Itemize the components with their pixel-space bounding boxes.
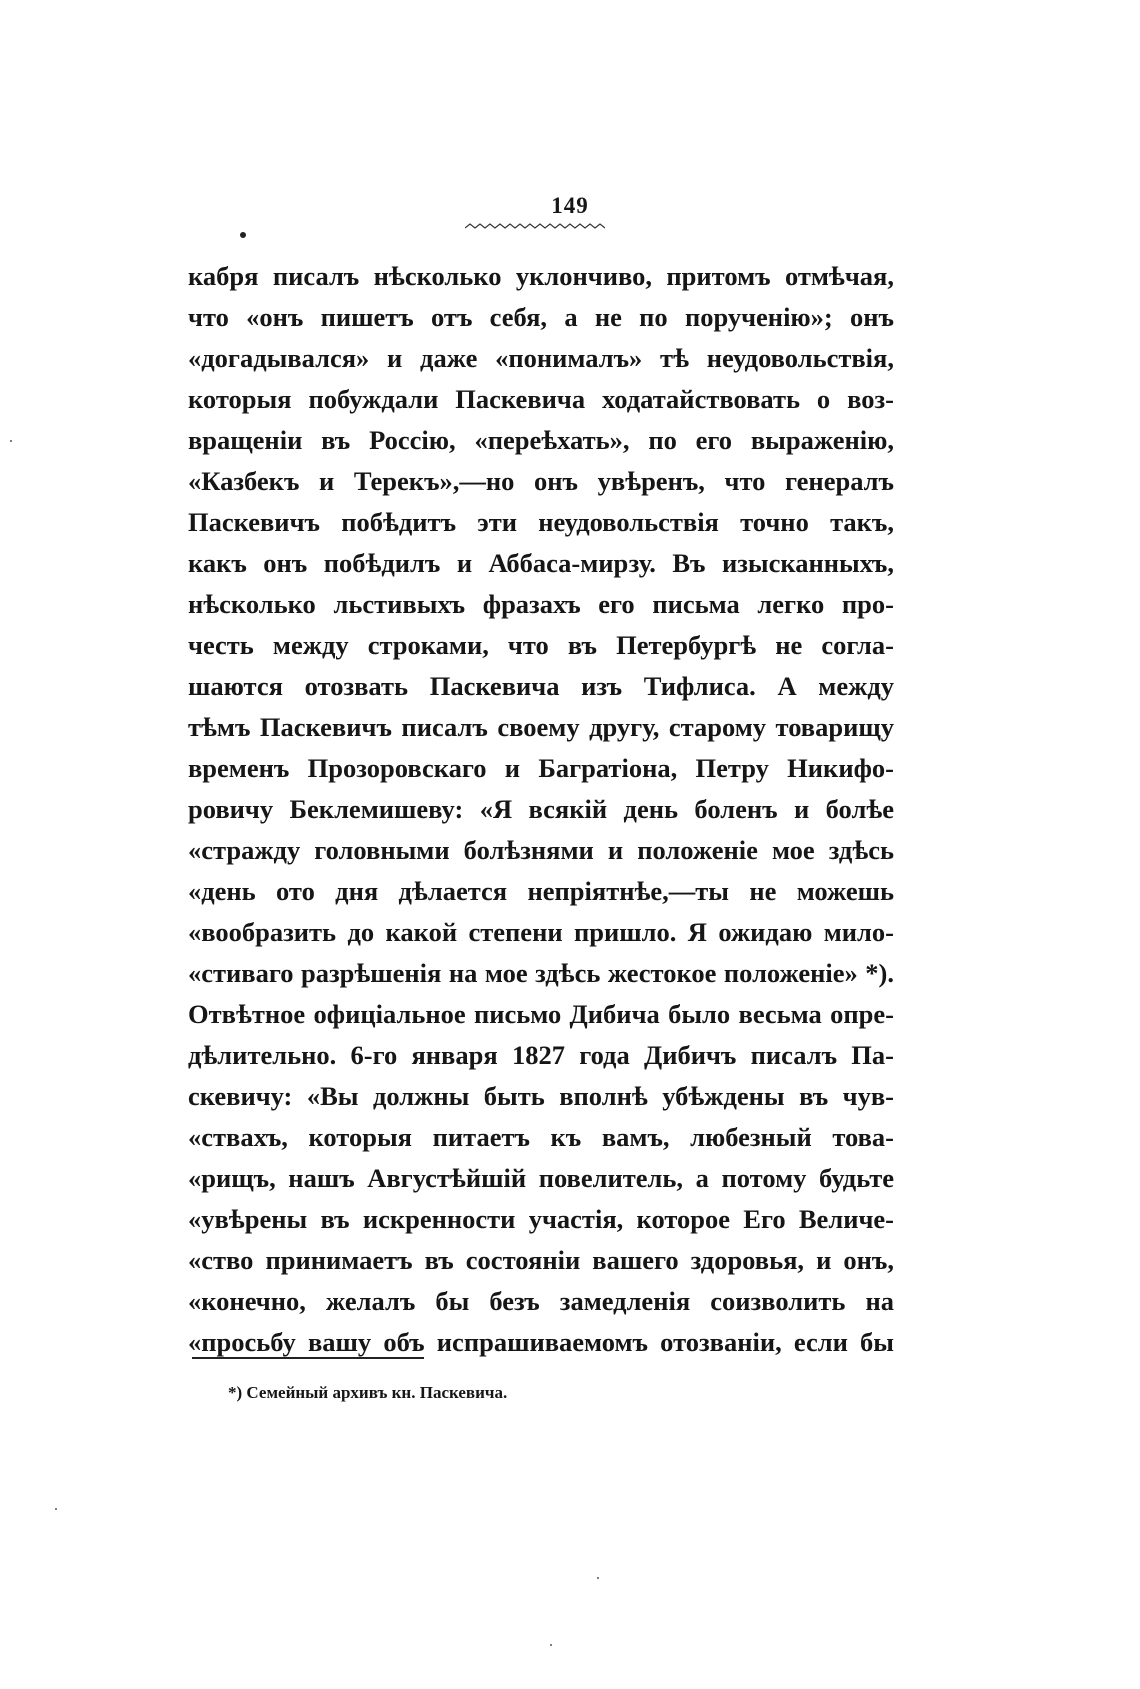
text-line: какъ онъ побѣдилъ и Аббаса-мирзу. Въ изысканныхъ,: [188, 548, 894, 578]
text-line: «стражду головными болѣзнями и положеніе мое здѣсь: [188, 835, 894, 865]
text-line: «увѣрены въ искренности участія, которое Его Величе-: [188, 1204, 894, 1234]
text-line: «Казбекъ и Терекъ»,—но онъ увѣренъ, что генералъ: [188, 466, 894, 496]
text-line: Паскевичъ побѣдитъ эти неудовольствія точно такъ,: [188, 507, 894, 537]
ink-dot: [240, 232, 246, 238]
text-line: Отвѣтное офиціальное письмо Дибича было весьма опре-: [188, 999, 894, 1029]
text-line: тѣмъ Паскевичъ писалъ своему другу, старому товарищу: [188, 712, 894, 742]
footnote-rule: [192, 1357, 424, 1359]
ink-speck: [10, 440, 12, 442]
text-line: ровичу Беклемишеву: «Я всякій день боленъ и болѣе: [188, 794, 894, 824]
ink-speck: [55, 1508, 57, 1510]
body-text: [188, 256, 894, 1363]
text-line: честь между строками, что въ Петербургѣ не согла-: [188, 630, 894, 660]
text-line: нѣсколько льстивыхъ фразахъ его письма легко про-: [188, 589, 894, 619]
text-line: «вообразить до какой степени пришло. Я ожидаю мило-: [188, 917, 894, 947]
ink-speck: [550, 1644, 552, 1646]
text-line: вращеніи въ Россію, «переѣхать», по его выраженію,: [188, 425, 894, 455]
text-line: что «онъ пишетъ отъ себя, а не по порученію»; онъ: [188, 302, 894, 332]
text-line: «день ото дня дѣлается непріятнѣе,—ты не можешь: [188, 876, 894, 906]
page-number: 149: [551, 193, 589, 218]
text-line: дѣлительно. 6-го января 1827 года Дибичъ писалъ Па-: [188, 1040, 894, 1070]
text-line: «догадывался» и даже «понималъ» тѣ неудовольствія,: [188, 343, 894, 373]
text-line: «рищъ, нашъ Августѣйшій повелитель, а потому будьте: [188, 1163, 894, 1193]
text-line: которыя побуждали Паскевича ходатайствовать о воз-: [188, 384, 894, 414]
footnote: *) Семейный архивъ кн. Паскевича.: [228, 1383, 508, 1402]
ink-speck: [597, 1577, 599, 1579]
text-line: «конечно, желалъ бы безъ замедленія соизволить на: [188, 1286, 894, 1316]
text-line: «ствахъ, которыя питаетъ къ вамъ, любезный това-: [188, 1122, 894, 1152]
text-line: «просьбу вашу объ испрашиваемомъ отозваніи, если бы: [188, 1327, 894, 1357]
ornament-rule: [465, 222, 605, 230]
text-line: шаются отозвать Паскевича изъ Тифлиса. А между: [188, 671, 894, 701]
text-line: скевичу: «Вы должны быть вполнѣ убѣждены въ чув-: [188, 1081, 894, 1111]
text-line: «ство принимаетъ въ состояніи вашего здоровья, и онъ,: [188, 1245, 894, 1275]
text-line: временъ Прозоровскаго и Багратіона, Петру Никифо-: [188, 753, 894, 783]
text-line: кабря писалъ нѣсколько уклончиво, притомъ отмѣчая,: [188, 261, 894, 291]
text-line: «стиваго разрѣшенія на мое здѣсь жестокое положеніе» *).: [188, 958, 894, 988]
